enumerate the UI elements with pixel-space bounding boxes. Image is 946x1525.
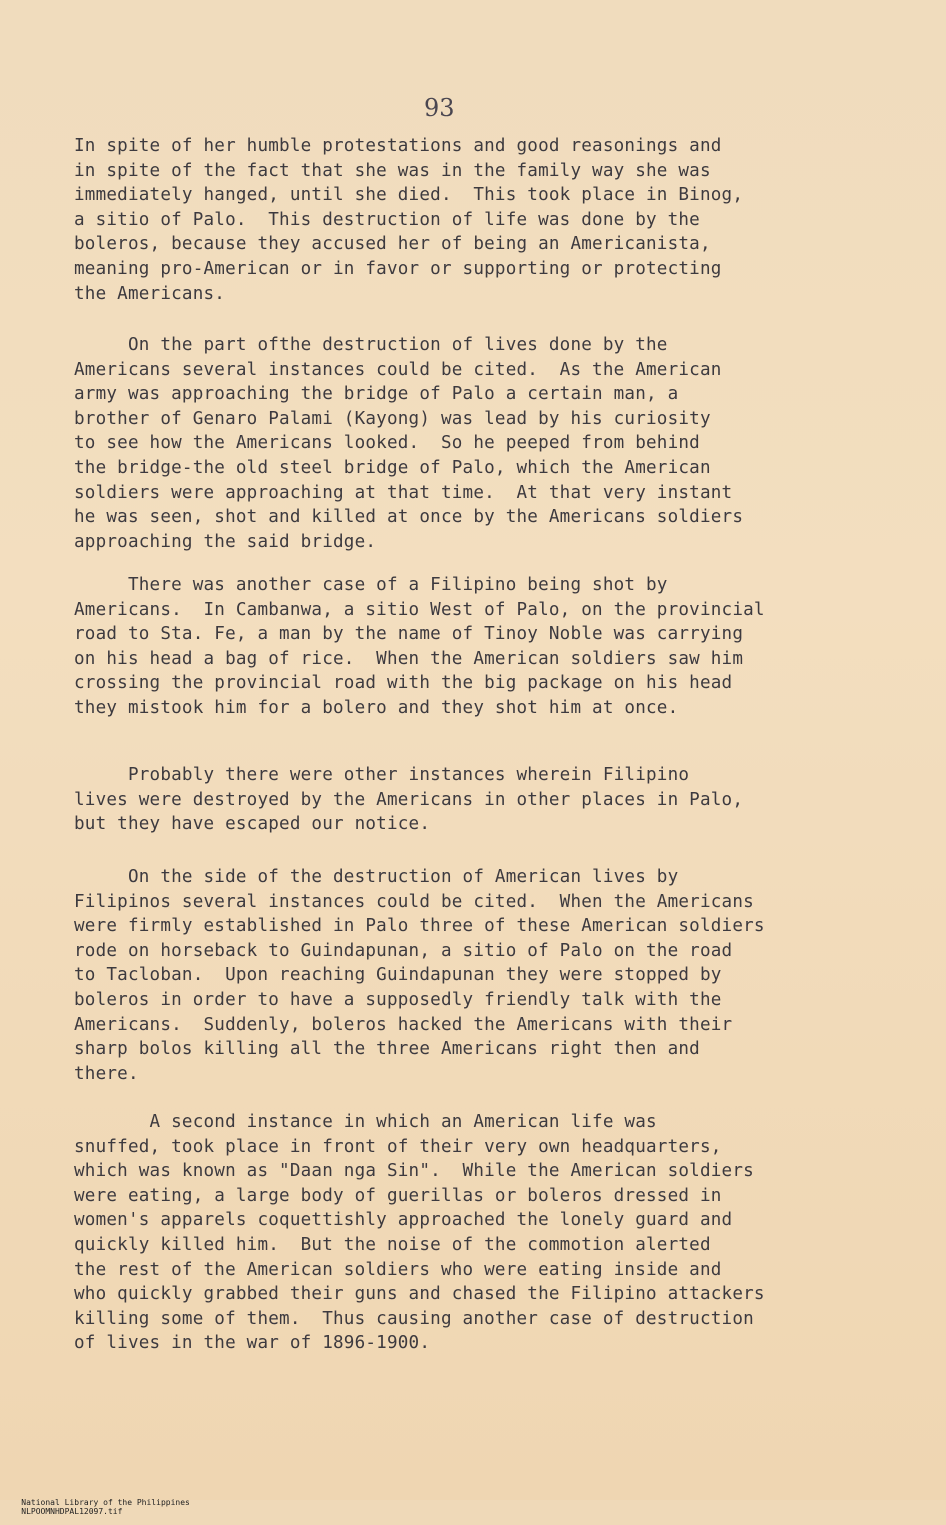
text-line: which was known as "Daan nga Sin". While the American soldiers: [74, 1161, 754, 1182]
text-line: crossing the provincial road with the big package on his head: [74, 673, 733, 694]
text-line: brother of Genaro Palami (Kayong) was lead by his curiosity: [74, 408, 711, 429]
text-line: but they have escaped our notice.: [74, 814, 431, 835]
text-line: approaching the said bridge.: [74, 531, 377, 552]
text-line: In spite of her humble protestations and good reasonings and: [74, 136, 722, 156]
text-line: soldiers were approaching at that time. At that very instant: [74, 482, 733, 503]
text-line: Americans. In Cambanwa, a sitio West of Palo, on the provincial: [74, 599, 765, 620]
text-line: women's apparels coquettishly approached the lonely guard and: [74, 1210, 733, 1231]
scan-footer: [2, 1489, 204, 1525]
text-line: to Tacloban. Upon reaching Guindapunan they were stopped by: [74, 965, 722, 986]
text-line: a sitio of Palo. This destruction of life was done by the: [74, 209, 700, 230]
text-line: killing some of them. Thus causing another case of destruction: [74, 1308, 754, 1329]
text-line: army was approaching the bridge of Palo a certain man, a: [74, 384, 679, 405]
text-line: they mistook him for a bolero and they shot him at once.: [74, 697, 679, 718]
page-number: 93: [424, 94, 455, 122]
paragraph-1: [74, 134, 874, 306]
text-line: There was another case of a Filipino being shot by: [74, 575, 668, 595]
text-line: boleros, because they accused her of being an Americanista,: [74, 234, 711, 255]
text-line: were firmly established in Palo three of these American soldiers: [74, 916, 765, 937]
text-line: who quickly grabbed their guns and chased the Filipino attackers: [74, 1284, 765, 1305]
text-line: On the part ofthe destruction of lives done by the: [74, 335, 668, 355]
paragraph-5: [74, 865, 874, 1086]
text-line: immediately hanged, until she died. This took place in Binog,: [74, 185, 744, 206]
paragraph-3: [74, 573, 874, 721]
text-line: of lives in the war of 1896-1900.: [74, 1333, 431, 1354]
text-line: On the side of the destruction of American lives by: [74, 867, 679, 887]
text-line: A second instance in which an American life was: [74, 1112, 657, 1132]
text-line: on his head a bag of rice. When the American soldiers saw him: [74, 648, 744, 669]
text-line: snuffed, took place in front of their very own headquarters,: [74, 1136, 722, 1157]
paragraph-2: [74, 333, 874, 554]
text-line: the Americans.: [74, 283, 226, 304]
paragraph-6: [74, 1110, 874, 1356]
text-line: to see how the Americans looked. So he peeped from behind: [74, 433, 700, 454]
text-line: sharp bolos killing all the three Americans right then and: [74, 1039, 700, 1060]
text-line: Filipinos several instances could be cited. When the Americans: [74, 891, 754, 912]
text-line: the bridge-the old steel bridge of Palo, which the American: [74, 457, 711, 478]
paragraph-4: [74, 763, 874, 837]
text-line: lives were destroyed by the Americans in other places in Palo,: [74, 789, 744, 810]
footer-filename: NLPOOMNHDPAL12097.tif: [21, 1507, 123, 1516]
text-line: there.: [74, 1063, 139, 1084]
text-line: were eating, a large body of guerillas or boleros dressed in: [74, 1185, 722, 1206]
text-line: meaning pro-American or in favor or supporting or protecting: [74, 258, 722, 279]
text-line: Americans several instances could be cited. As the American: [74, 359, 722, 380]
text-line: in spite of the fact that she was in the family way she was: [74, 160, 711, 181]
text-line: boleros in order to have a supposedly friendly talk with the: [74, 989, 722, 1010]
text-line: he was seen, shot and killed at once by the Americans soldiers: [74, 507, 744, 528]
text-line: quickly killed him. But the noise of the commotion alerted: [74, 1234, 711, 1255]
footer-library: National Library of the Philippines: [21, 1498, 190, 1507]
text-line: Probably there were other instances wherein Filipino: [74, 765, 690, 785]
text-line: road to Sta. Fe, a man by the name of Tinoy Noble was carrying: [74, 624, 744, 645]
text-line: Americans. Suddenly, boleros hacked the Americans with their: [74, 1014, 733, 1035]
text-line: the rest of the American soldiers who were eating inside and: [74, 1259, 722, 1280]
text-line: rode on horseback to Guindapunan, a sitio of Palo on the road: [74, 940, 733, 961]
